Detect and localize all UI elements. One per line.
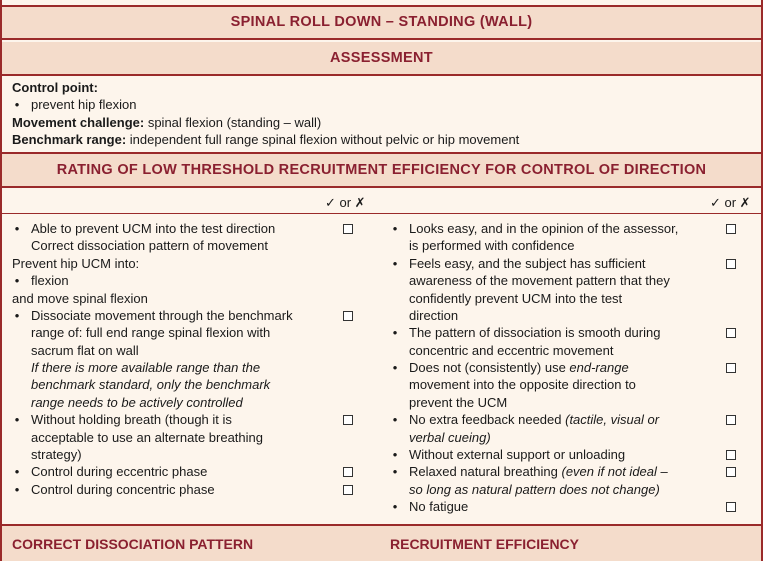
- bullet-icon: •: [392, 256, 398, 271]
- right-italic-text: (tactile, visual or: [565, 412, 660, 427]
- right-line: concentric and eccentric movement: [409, 343, 614, 358]
- benchmark-range: [12, 131, 519, 148]
- bullet-icon: •: [392, 221, 398, 236]
- bullet-icon: •: [14, 464, 20, 479]
- footer-left-label: CORRECT DISSOCIATION PATTERN: [12, 536, 254, 552]
- right-line: confidently prevent UCM into the test: [409, 291, 623, 306]
- right-line: prevent the UCM: [409, 395, 508, 410]
- right-line: Without external support or unloading: [409, 447, 626, 462]
- right-line: movement into the opposite direction to: [409, 377, 636, 392]
- left-line: benchmark standard, only the benchmark: [31, 377, 271, 392]
- right-line: The pattern of dissociation is smooth during: [409, 325, 661, 340]
- checkbox[interactable]: [726, 363, 736, 373]
- left-line: Without holding breath (though it is: [31, 412, 232, 427]
- movement-label: Movement challenge:: [12, 115, 145, 130]
- bullet-icon: •: [14, 412, 20, 427]
- checkbox[interactable]: [726, 502, 736, 512]
- right-line: awareness of the movement pattern that they: [409, 273, 670, 288]
- bullet-icon: •: [392, 464, 398, 479]
- left-line: range of: full end range spinal flexion with: [31, 325, 271, 340]
- footer-right-label: RECRUITMENT EFFICIENCY: [390, 536, 579, 552]
- movement-challenge: [12, 114, 321, 131]
- bullet-icon: •: [14, 221, 20, 236]
- bullet-icon: •: [14, 97, 20, 112]
- right-italic-text: end-range: [569, 360, 629, 375]
- checkbox[interactable]: [726, 259, 736, 269]
- bullet-icon: •: [14, 482, 20, 497]
- left-line: If there is more available range than the: [31, 360, 261, 375]
- benchmark-label: Benchmark range:: [12, 132, 127, 147]
- benchmark-value: independent full range spinal flexion without pelvic or hip movement: [129, 132, 520, 147]
- assessment-header: [0, 42, 763, 76]
- right-text: Does not (consistently) use: [409, 360, 570, 375]
- bullet-icon: •: [392, 412, 398, 427]
- left-border: [0, 0, 2, 561]
- rating-heading: RATING OF LOW THRESHOLD RECRUITMENT EFFICIENCY FOR CONTROL OF DIRECTION: [56, 162, 707, 178]
- title-bar: [0, 5, 763, 40]
- left-line: and move spinal flexion: [12, 291, 148, 306]
- left-line: range needs to be actively controlled: [31, 395, 243, 410]
- right-text: No extra feedback needed: [409, 412, 566, 427]
- checkbox[interactable]: [343, 415, 353, 425]
- control-point-item: prevent hip flexion: [31, 97, 137, 112]
- checkbox[interactable]: [343, 311, 353, 321]
- left-line: acceptable to use an alternate breathing: [31, 430, 264, 445]
- checkbox[interactable]: [343, 485, 353, 495]
- left-line: Control during eccentric phase: [31, 464, 208, 479]
- right-line: [409, 359, 629, 376]
- right-line: verbal cueing): [409, 430, 491, 445]
- bullet-icon: •: [392, 360, 398, 375]
- checkbox[interactable]: [726, 450, 736, 460]
- bullet-icon: •: [392, 447, 398, 462]
- right-line: [409, 411, 659, 428]
- page-title: SPINAL ROLL DOWN – STANDING (WALL): [230, 13, 533, 30]
- right-italic-text: (even if not ideal –: [561, 464, 668, 479]
- right-line: Looks easy, and in the opinion of the assessor,: [409, 221, 679, 236]
- right-text: Relaxed natural breathing: [409, 464, 562, 479]
- right-line: is performed with confidence: [409, 238, 575, 253]
- right-line: so long as natural pattern does not change): [409, 482, 660, 497]
- checkbox[interactable]: [726, 224, 736, 234]
- left-line: strategy): [31, 447, 82, 462]
- bullet-icon: •: [392, 499, 398, 514]
- left-line: Dissociate movement through the benchmark: [31, 308, 293, 323]
- right-line: direction: [409, 308, 459, 323]
- left-line: Control during concentric phase: [31, 482, 215, 497]
- assessment-heading: ASSESSMENT: [330, 50, 433, 66]
- tick-or-cross-right: ✓ or ✗: [710, 195, 751, 210]
- rating-header: [0, 152, 763, 188]
- tick-or-cross-left: ✓ or ✗: [325, 195, 366, 210]
- left-line: Correct dissociation pattern of movement: [31, 238, 268, 253]
- checkbox[interactable]: [343, 467, 353, 477]
- control-point-label: Control point:: [12, 80, 98, 95]
- bullet-icon: •: [14, 308, 20, 323]
- bullet-icon: •: [14, 273, 20, 288]
- right-line: [409, 463, 668, 480]
- left-line: Able to prevent UCM into the test direction: [31, 221, 276, 236]
- left-line: flexion: [31, 273, 69, 288]
- checkbox[interactable]: [726, 467, 736, 477]
- left-line: Prevent hip UCM into:: [12, 256, 140, 271]
- checkbox[interactable]: [726, 415, 736, 425]
- right-line: Feels easy, and the subject has sufficient: [409, 256, 646, 271]
- right-line: No fatigue: [409, 499, 469, 514]
- checkbox[interactable]: [726, 328, 736, 338]
- checkbox[interactable]: [343, 224, 353, 234]
- bullet-icon: •: [392, 325, 398, 340]
- movement-value: spinal flexion (standing – wall): [147, 115, 322, 130]
- tick-header-row: [0, 190, 763, 214]
- top-rule: [0, 5, 763, 7]
- left-line: sacrum flat on wall: [31, 343, 139, 358]
